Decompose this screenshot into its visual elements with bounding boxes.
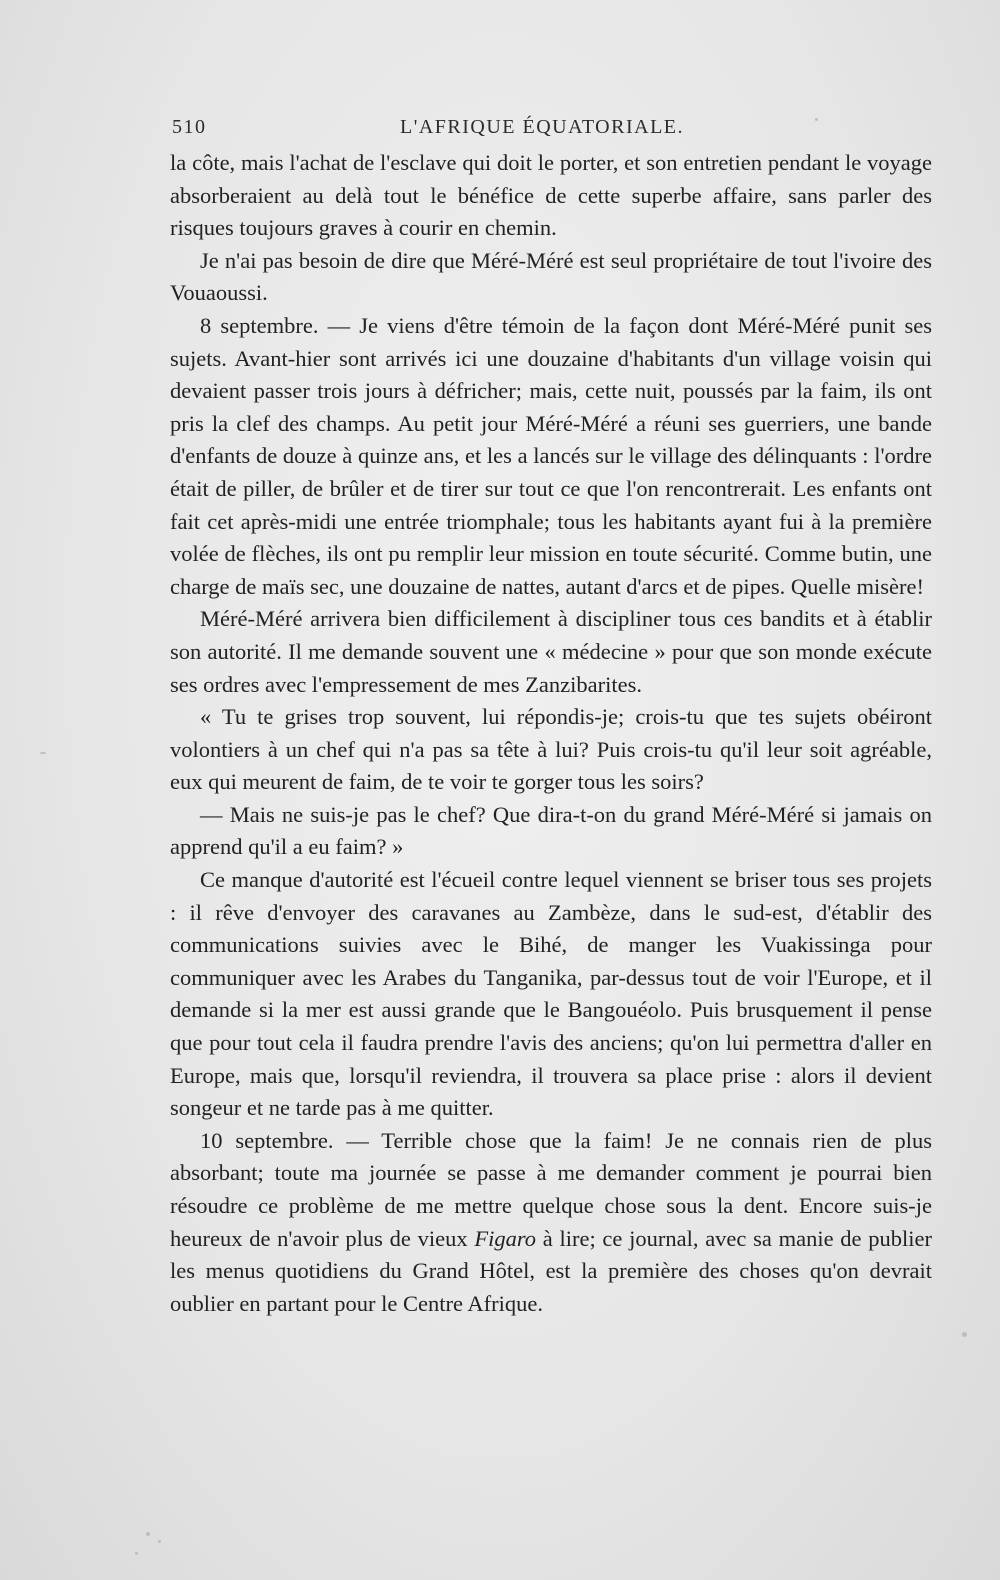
paper-speck	[962, 1332, 967, 1337]
paragraph: 8 septembre. — Je viens d'être témoin de la façon dont Méré-Méré punit ses sujets. Avant-hier sont arrivés ici une douzaine d'habitants d'un village voisin qui devaient passer trois jours à défricher; mais, cette nuit, poussés par la faim, ils ont pris la clef des champs. Au petit jour Méré-Méré a réuni ses guerriers, une bande d'enfants de douze à quinze ans, et les a lancés sur le village des délinquants : l'ordre était de piller, de brûler et de tirer sur tout ce que l'on rencontrerait. Les enfants ont fait cet après-midi une entrée triomphale; tous les habitants ayant fui à la première volée de flèches, ils ont pu remplir leur mission en toute sécurité. Comme butin, une charge de maïs sec, une douzaine de nattes, autant d'arcs et de pipes. Quelle misère!	[170, 312, 932, 599]
paragraph: Ce manque d'autorité est l'écueil contre lequel viennent se briser tous ses projets : il rêve d'envoyer des caravanes au Zambèze, dans le sud-est, d'établir des communications suivies avec le Bihé, de manger les Vuakissinga pour communiquer avec les Arabes du Tanganika, par-dessus tout de voir l'Europe, et il demande si la mer est aussi grande que le Bangouéolo. Puis brusquement il pense que pour tout cela il faudra prendre l'avis des anciens; qu'on lui permettra d'aller en Europe, mais que, lorsqu'il reviendra, il trouvera sa place prise : alors il devient songeur et ne tarde pas à me quitter.	[170, 867, 932, 1121]
paper-speck	[135, 1552, 138, 1555]
paragraph: Méré-Méré arrivera bien difficilement à discipliner tous ces bandits et à établir son autorité. Il me demande souvent une « médecine » pour que son monde exécute ses ordres avec l'empressement de mes Zanzibarites.	[170, 606, 932, 697]
paragraph-text: 10 septembre. — Terrible chose que la faim! Je ne connais rien de plus absorbant; toute ma journée se passe à me demander comment je pourrai bien résoudre ce problème de me mettre quelque chose sous la dent. Encore suis-je heureux de n'avoir plus de vieux	[170, 1127, 932, 1251]
paragraph: — Mais ne suis-je pas le chef? Que dira-t-on du grand Méré-Méré si jamais on apprend qu'il a eu faim? »	[170, 801, 932, 860]
paragraph: « Tu te grises trop souvent, lui répondis-je; crois-tu que tes sujets obéiront volontiers à un chef qui n'a pas sa tête à lui? Puis crois-tu qu'il leur soit agréable, eux qui meurent de faim, de te voir te gorger tous les soirs?	[170, 704, 932, 795]
italic-title: Figaro	[474, 1225, 537, 1251]
paper-speck	[146, 1532, 150, 1536]
paragraph: la côte, mais l'achat de l'esclave qui doit le porter, et son entretien pendant le voyage absorberaient au delà tout le bénéfice de cette superbe affaire, sans parler des risques toujours graves à courir en chemin.	[170, 150, 932, 241]
running-title: L'AFRIQUE ÉQUATORIALE.	[400, 116, 684, 138]
paper-speck	[158, 1540, 161, 1543]
paragraph-text: à lire; ce journal, avec sa manie de publier les menus quotidiens du Grand Hôtel, est la première des choses qu'on devrait oublier en partant pour le Centre Afrique.	[170, 1225, 933, 1316]
body-text	[170, 147, 932, 1320]
paragraph-last	[170, 1125, 932, 1321]
running-head	[172, 112, 912, 142]
paper-speck	[40, 752, 46, 754]
paragraph: Je n'ai pas besoin de dire que Méré-Méré est seul propriétaire de tout l'ivoire des Vouaoussi.	[170, 247, 932, 306]
page-number: 510	[172, 116, 207, 138]
paper-speck	[815, 118, 818, 121]
